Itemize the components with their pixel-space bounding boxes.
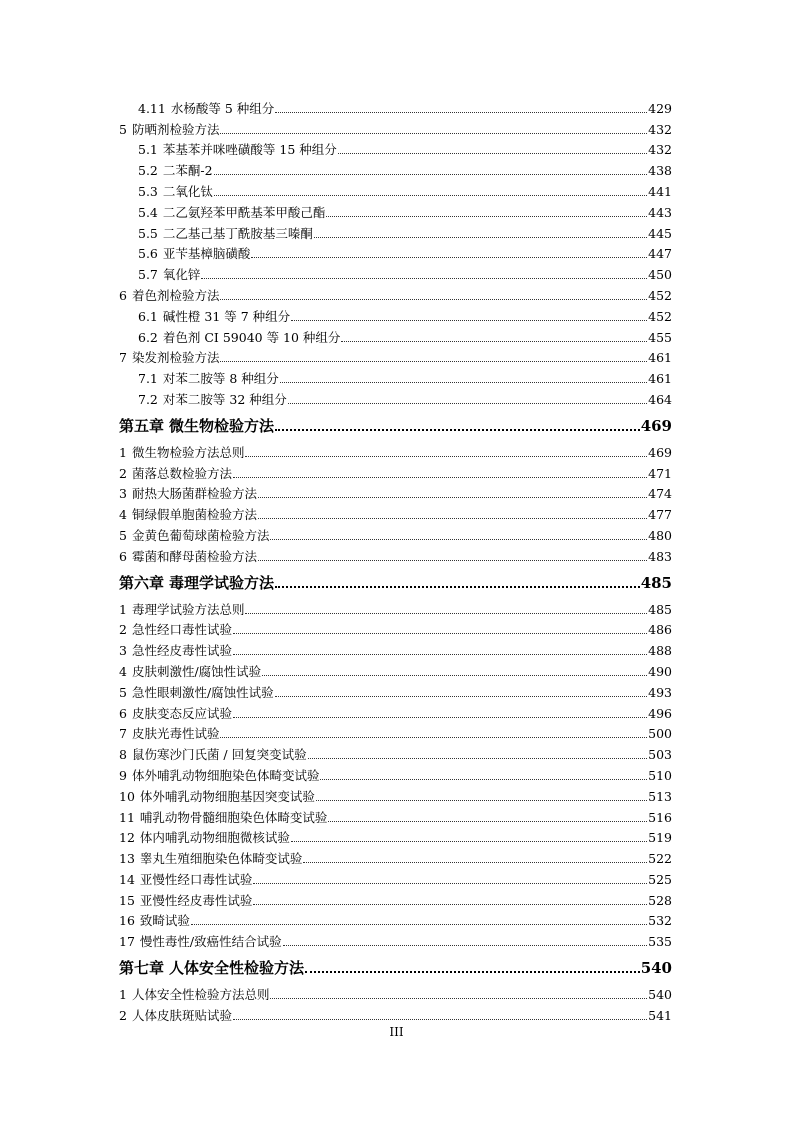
toc-entry-number: 11 — [119, 809, 135, 825]
toc-entry-page: 496 — [648, 705, 672, 721]
toc-entry-number: 2 — [119, 1007, 127, 1023]
toc-entry-number: 3 — [119, 643, 127, 659]
toc-entry-page: 474 — [648, 486, 672, 502]
toc-entry-title: 对苯二胺等 8 种组分 — [162, 371, 279, 387]
toc-entry[interactable] — [119, 908, 672, 929]
toc-entry-title: 毒理学试验方法 — [169, 573, 275, 592]
toc-entry-title: 着色剂检验方法 — [131, 287, 220, 303]
dot-leader — [214, 195, 647, 196]
toc-entry-number: 6.2 — [138, 329, 158, 345]
toc-entry-title: 防晒剂检验方法 — [131, 121, 220, 137]
toc-entry-number: 第七章 — [119, 959, 165, 978]
toc-entry-number: 第五章 — [119, 416, 165, 435]
toc-entry-page: 490 — [648, 663, 672, 679]
toc-entry-title: 着色剂 CI 59040 等 10 种组分 — [162, 329, 341, 345]
toc-entry-number: 9 — [119, 767, 127, 783]
toc-entry-number: 1 — [119, 987, 127, 1003]
toc-entry[interactable] — [119, 95, 672, 116]
toc-entry[interactable] — [119, 199, 672, 220]
toc-chapter-entry[interactable] — [119, 407, 672, 439]
toc-entry[interactable] — [119, 365, 672, 386]
toc-entry-number: 4.11 — [138, 100, 166, 116]
toc-entry-title: 二乙氨羟苯甲酰基苯甲酸己酯 — [162, 204, 326, 220]
toc-entry-number: 6 — [119, 548, 127, 564]
toc-entry-page: 432 — [648, 121, 672, 137]
toc-entry-number: 5.4 — [138, 204, 158, 220]
toc-entry[interactable] — [119, 700, 672, 721]
toc-entry-page: 500 — [648, 726, 672, 742]
toc-entry-number: 7 — [119, 350, 127, 366]
toc-entry-title: 皮肤刺激性/腐蚀性试验 — [131, 663, 262, 679]
toc-entry[interactable] — [119, 324, 672, 345]
toc-entry[interactable] — [119, 261, 672, 282]
toc-entry-title: 二乙基己基丁酰胺基三嗪酮 — [162, 225, 313, 241]
toc-entry[interactable] — [119, 617, 672, 638]
toc-entry[interactable] — [119, 804, 672, 825]
toc-entry-page: 532 — [648, 913, 672, 929]
toc-entry-page: 461 — [648, 350, 672, 366]
dot-leader — [303, 862, 647, 863]
toc-entry-title: 鼠伤寒沙门氏菌 / 回复突变试验 — [131, 747, 307, 763]
dot-leader — [191, 924, 647, 925]
dot-leader — [214, 174, 648, 175]
toc-entry[interactable] — [119, 178, 672, 199]
toc-entry-title: 二氧化钛 — [162, 183, 213, 199]
toc-entry-title: 皮肤变态反应试验 — [131, 705, 232, 721]
dot-leader — [270, 998, 647, 999]
dot-leader — [201, 278, 647, 279]
dot-leader — [338, 153, 647, 154]
toc-entry-number: 5.1 — [138, 142, 158, 158]
toc-entry-page: 429 — [648, 100, 672, 116]
toc-entry-page: 503 — [648, 747, 672, 763]
dot-leader — [320, 779, 647, 780]
toc-entry-title: 急性经皮毒性试验 — [131, 643, 232, 659]
toc-entry-page: 452 — [648, 308, 672, 324]
dot-leader — [220, 361, 647, 362]
toc-entry-title: 菌落总数检验方法 — [131, 465, 232, 481]
toc-entry[interactable] — [119, 501, 672, 522]
dot-leader — [275, 112, 647, 113]
toc-entry-page: 464 — [648, 391, 672, 407]
dot-leader — [275, 429, 640, 431]
toc-entry[interactable] — [119, 762, 672, 783]
toc-entry[interactable] — [119, 1002, 672, 1023]
toc-entry-title: 霉菌和酵母菌检验方法 — [131, 548, 257, 564]
toc-entry-title: 亚慢性经口毒性试验 — [139, 871, 253, 887]
toc-entry-page: 486 — [648, 622, 672, 638]
toc-entry-number: 4 — [119, 507, 127, 523]
toc-entry[interactable] — [119, 981, 672, 1002]
toc-entry-title: 亚慢性经皮毒性试验 — [139, 892, 253, 908]
toc-entry-title: 急性眼刺激性/腐蚀性试验 — [131, 684, 274, 700]
toc-entry[interactable] — [119, 282, 672, 303]
toc-entry-page: 513 — [648, 788, 672, 804]
toc-entry-number: 5 — [119, 121, 127, 137]
dot-leader — [291, 841, 647, 842]
toc-entry-page: 438 — [648, 163, 672, 179]
toc-entry-page: 445 — [648, 225, 672, 241]
toc-entry-page: 461 — [648, 371, 672, 387]
dot-leader — [258, 518, 647, 519]
toc-entry-title: 急性经口毒性试验 — [131, 622, 232, 638]
toc-entry-number: 第六章 — [119, 573, 165, 592]
toc-entry-number: 2 — [119, 622, 127, 638]
toc-entry-page: 541 — [648, 1007, 672, 1023]
toc-entry-page: 477 — [648, 507, 672, 523]
toc-entry-number: 6 — [119, 705, 127, 721]
toc-entry[interactable] — [119, 543, 672, 564]
page-number: III — [389, 1025, 404, 1039]
toc-entry-page: 469 — [640, 416, 672, 435]
toc-entry-page: 522 — [648, 851, 672, 867]
toc-entry[interactable] — [119, 845, 672, 866]
toc-entry-page: 441 — [648, 183, 672, 199]
table-of-contents — [119, 95, 672, 1023]
toc-entry-page: 540 — [648, 987, 672, 1003]
toc-entry-title: 金黄色葡萄球菌检验方法 — [131, 527, 270, 543]
toc-entry-number: 14 — [119, 871, 135, 887]
toc-entry-number: 4 — [119, 663, 127, 679]
dot-leader — [251, 257, 647, 258]
toc-entry-title: 哺乳动物骨髓细胞染色体畸变试验 — [139, 809, 328, 825]
toc-entry-page: 452 — [648, 287, 672, 303]
toc-entry[interactable] — [119, 866, 672, 887]
toc-entry-number: 1 — [119, 601, 127, 617]
toc-entry-title: 人体安全性检验方法 — [169, 959, 305, 978]
toc-entry[interactable] — [119, 303, 672, 324]
toc-entry-title: 二苯酮-2 — [162, 163, 213, 179]
toc-entry[interactable] — [119, 386, 672, 407]
toc-entry[interactable] — [119, 220, 672, 241]
dot-leader — [245, 456, 647, 457]
dot-leader — [316, 800, 647, 801]
toc-entry-number: 5.2 — [138, 163, 158, 179]
toc-entry-number: 5.3 — [138, 183, 158, 199]
toc-entry-number: 10 — [119, 788, 135, 804]
toc-entry-number: 5.6 — [138, 246, 158, 262]
toc-chapter-entry[interactable] — [119, 564, 672, 596]
dot-leader — [308, 758, 648, 759]
toc-entry-title: 体内哺乳动物细胞微核试验 — [139, 830, 290, 846]
dot-leader — [233, 477, 647, 478]
toc-entry-title: 毒理学试验方法总则 — [131, 601, 245, 617]
toc-entry[interactable] — [119, 825, 672, 846]
toc-chapter-entry[interactable] — [119, 949, 672, 981]
dot-leader — [233, 654, 647, 655]
toc-entry[interactable] — [119, 928, 672, 949]
toc-entry[interactable] — [119, 596, 672, 617]
toc-entry-title: 微生物检验方法总则 — [131, 444, 245, 460]
dot-leader — [233, 633, 647, 634]
toc-entry-page: 528 — [648, 892, 672, 908]
toc-entry-page: 519 — [648, 830, 672, 846]
dot-leader — [233, 717, 647, 718]
toc-entry-page: 432 — [648, 142, 672, 158]
toc-entry-number: 5.7 — [138, 267, 158, 283]
toc-entry-page: 535 — [648, 934, 672, 950]
dot-leader — [245, 613, 647, 614]
toc-entry-page: 471 — [648, 465, 672, 481]
toc-entry-title: 人体皮肤斑贴试验 — [131, 1007, 232, 1023]
toc-entry-page: 455 — [648, 329, 672, 345]
toc-entry-number: 3 — [119, 486, 127, 502]
toc-entry[interactable] — [119, 679, 672, 700]
toc-entry-number: 7.1 — [138, 371, 158, 387]
toc-entry-title: 微生物检验方法 — [169, 416, 275, 435]
toc-entry-page: 485 — [640, 573, 672, 592]
toc-entry-number: 8 — [119, 747, 127, 763]
toc-entry-page: 540 — [640, 959, 672, 978]
dot-leader — [280, 382, 647, 383]
dot-leader — [341, 341, 647, 342]
dot-leader — [326, 216, 647, 217]
toc-entry-page: 516 — [648, 809, 672, 825]
toc-entry-number: 16 — [119, 913, 135, 929]
toc-entry-number: 6 — [119, 287, 127, 303]
toc-entry-page: 510 — [648, 767, 672, 783]
toc-entry-page: 488 — [648, 643, 672, 659]
toc-entry-title: 氧化锌 — [162, 267, 201, 283]
dot-leader — [253, 904, 647, 905]
toc-entry[interactable] — [119, 116, 672, 137]
toc-entry-number: 6.1 — [138, 308, 158, 324]
toc-entry-page: 447 — [648, 246, 672, 262]
toc-entry-number: 12 — [119, 830, 135, 846]
toc-entry-number: 17 — [119, 934, 135, 950]
dot-leader — [258, 560, 647, 561]
dot-leader — [291, 320, 647, 321]
dot-leader — [328, 821, 647, 822]
toc-entry-page: 493 — [648, 684, 672, 700]
toc-entry-title: 水杨酸等 5 种组分 — [170, 100, 275, 116]
toc-entry-title: 睾丸生殖细胞染色体畸变试验 — [139, 851, 303, 867]
toc-entry[interactable] — [119, 783, 672, 804]
dot-leader — [220, 737, 647, 738]
dot-leader — [262, 675, 647, 676]
toc-entry-page: 485 — [648, 601, 672, 617]
toc-entry-title: 铜绿假单胞菌检验方法 — [131, 507, 257, 523]
toc-entry-title: 体外哺乳动物细胞染色体畸变试验 — [131, 767, 320, 783]
dot-leader — [275, 696, 647, 697]
toc-entry-title: 亚苄基樟脑磺酸 — [162, 246, 251, 262]
toc-entry-number: 1 — [119, 444, 127, 460]
toc-entry-title: 碱性橙 31 等 7 种组分 — [162, 308, 291, 324]
toc-entry-page: 525 — [648, 871, 672, 887]
toc-entry-title: 人体安全性检验方法总则 — [131, 987, 270, 1003]
toc-entry-title: 慢性毒性/致癌性结合试验 — [139, 934, 282, 950]
toc-entry[interactable] — [119, 460, 672, 481]
toc-entry[interactable] — [119, 522, 672, 543]
toc-entry[interactable] — [119, 137, 672, 158]
toc-entry[interactable] — [119, 721, 672, 742]
toc-entry-number: 5 — [119, 527, 127, 543]
toc-entry[interactable] — [119, 439, 672, 460]
toc-entry[interactable] — [119, 741, 672, 762]
toc-entry-title: 耐热大肠菌群检验方法 — [131, 486, 257, 502]
toc-entry-number: 15 — [119, 892, 135, 908]
dot-leader — [233, 1019, 647, 1020]
toc-entry[interactable] — [119, 637, 672, 658]
toc-entry-page: 443 — [648, 204, 672, 220]
toc-entry-title: 苯基苯并咪唑磺酸等 15 种组分 — [162, 142, 337, 158]
dot-leader — [288, 403, 647, 404]
toc-entry-number: 7.2 — [138, 391, 158, 407]
toc-entry-number: 7 — [119, 726, 127, 742]
toc-entry-number: 5.5 — [138, 225, 158, 241]
dot-leader — [220, 299, 647, 300]
toc-entry[interactable] — [119, 887, 672, 908]
dot-leader — [253, 883, 647, 884]
toc-entry-title: 致畸试验 — [139, 913, 190, 929]
dot-leader — [305, 971, 640, 973]
dot-leader — [220, 133, 647, 134]
dot-leader — [258, 497, 647, 498]
toc-entry[interactable] — [119, 157, 672, 178]
toc-entry-page: 450 — [648, 267, 672, 283]
toc-entry-page: 469 — [648, 444, 672, 460]
toc-entry-number: 13 — [119, 851, 135, 867]
toc-entry-title: 皮肤光毒性试验 — [131, 726, 220, 742]
dot-leader — [283, 945, 648, 946]
dot-leader — [270, 539, 647, 540]
toc-entry-page: 483 — [648, 548, 672, 564]
toc-entry-number: 2 — [119, 465, 127, 481]
dot-leader — [275, 586, 640, 588]
toc-entry[interactable] — [119, 241, 672, 262]
dot-leader — [314, 237, 647, 238]
toc-entry[interactable] — [119, 345, 672, 366]
toc-entry[interactable] — [119, 658, 672, 679]
toc-entry-title: 对苯二胺等 32 种组分 — [162, 391, 287, 407]
toc-entry[interactable] — [119, 481, 672, 502]
toc-entry-title: 体外哺乳动物细胞基因突变试验 — [139, 788, 315, 804]
toc-entry-title: 染发剂检验方法 — [131, 350, 220, 366]
toc-entry-number: 5 — [119, 684, 127, 700]
toc-entry-page: 480 — [648, 527, 672, 543]
